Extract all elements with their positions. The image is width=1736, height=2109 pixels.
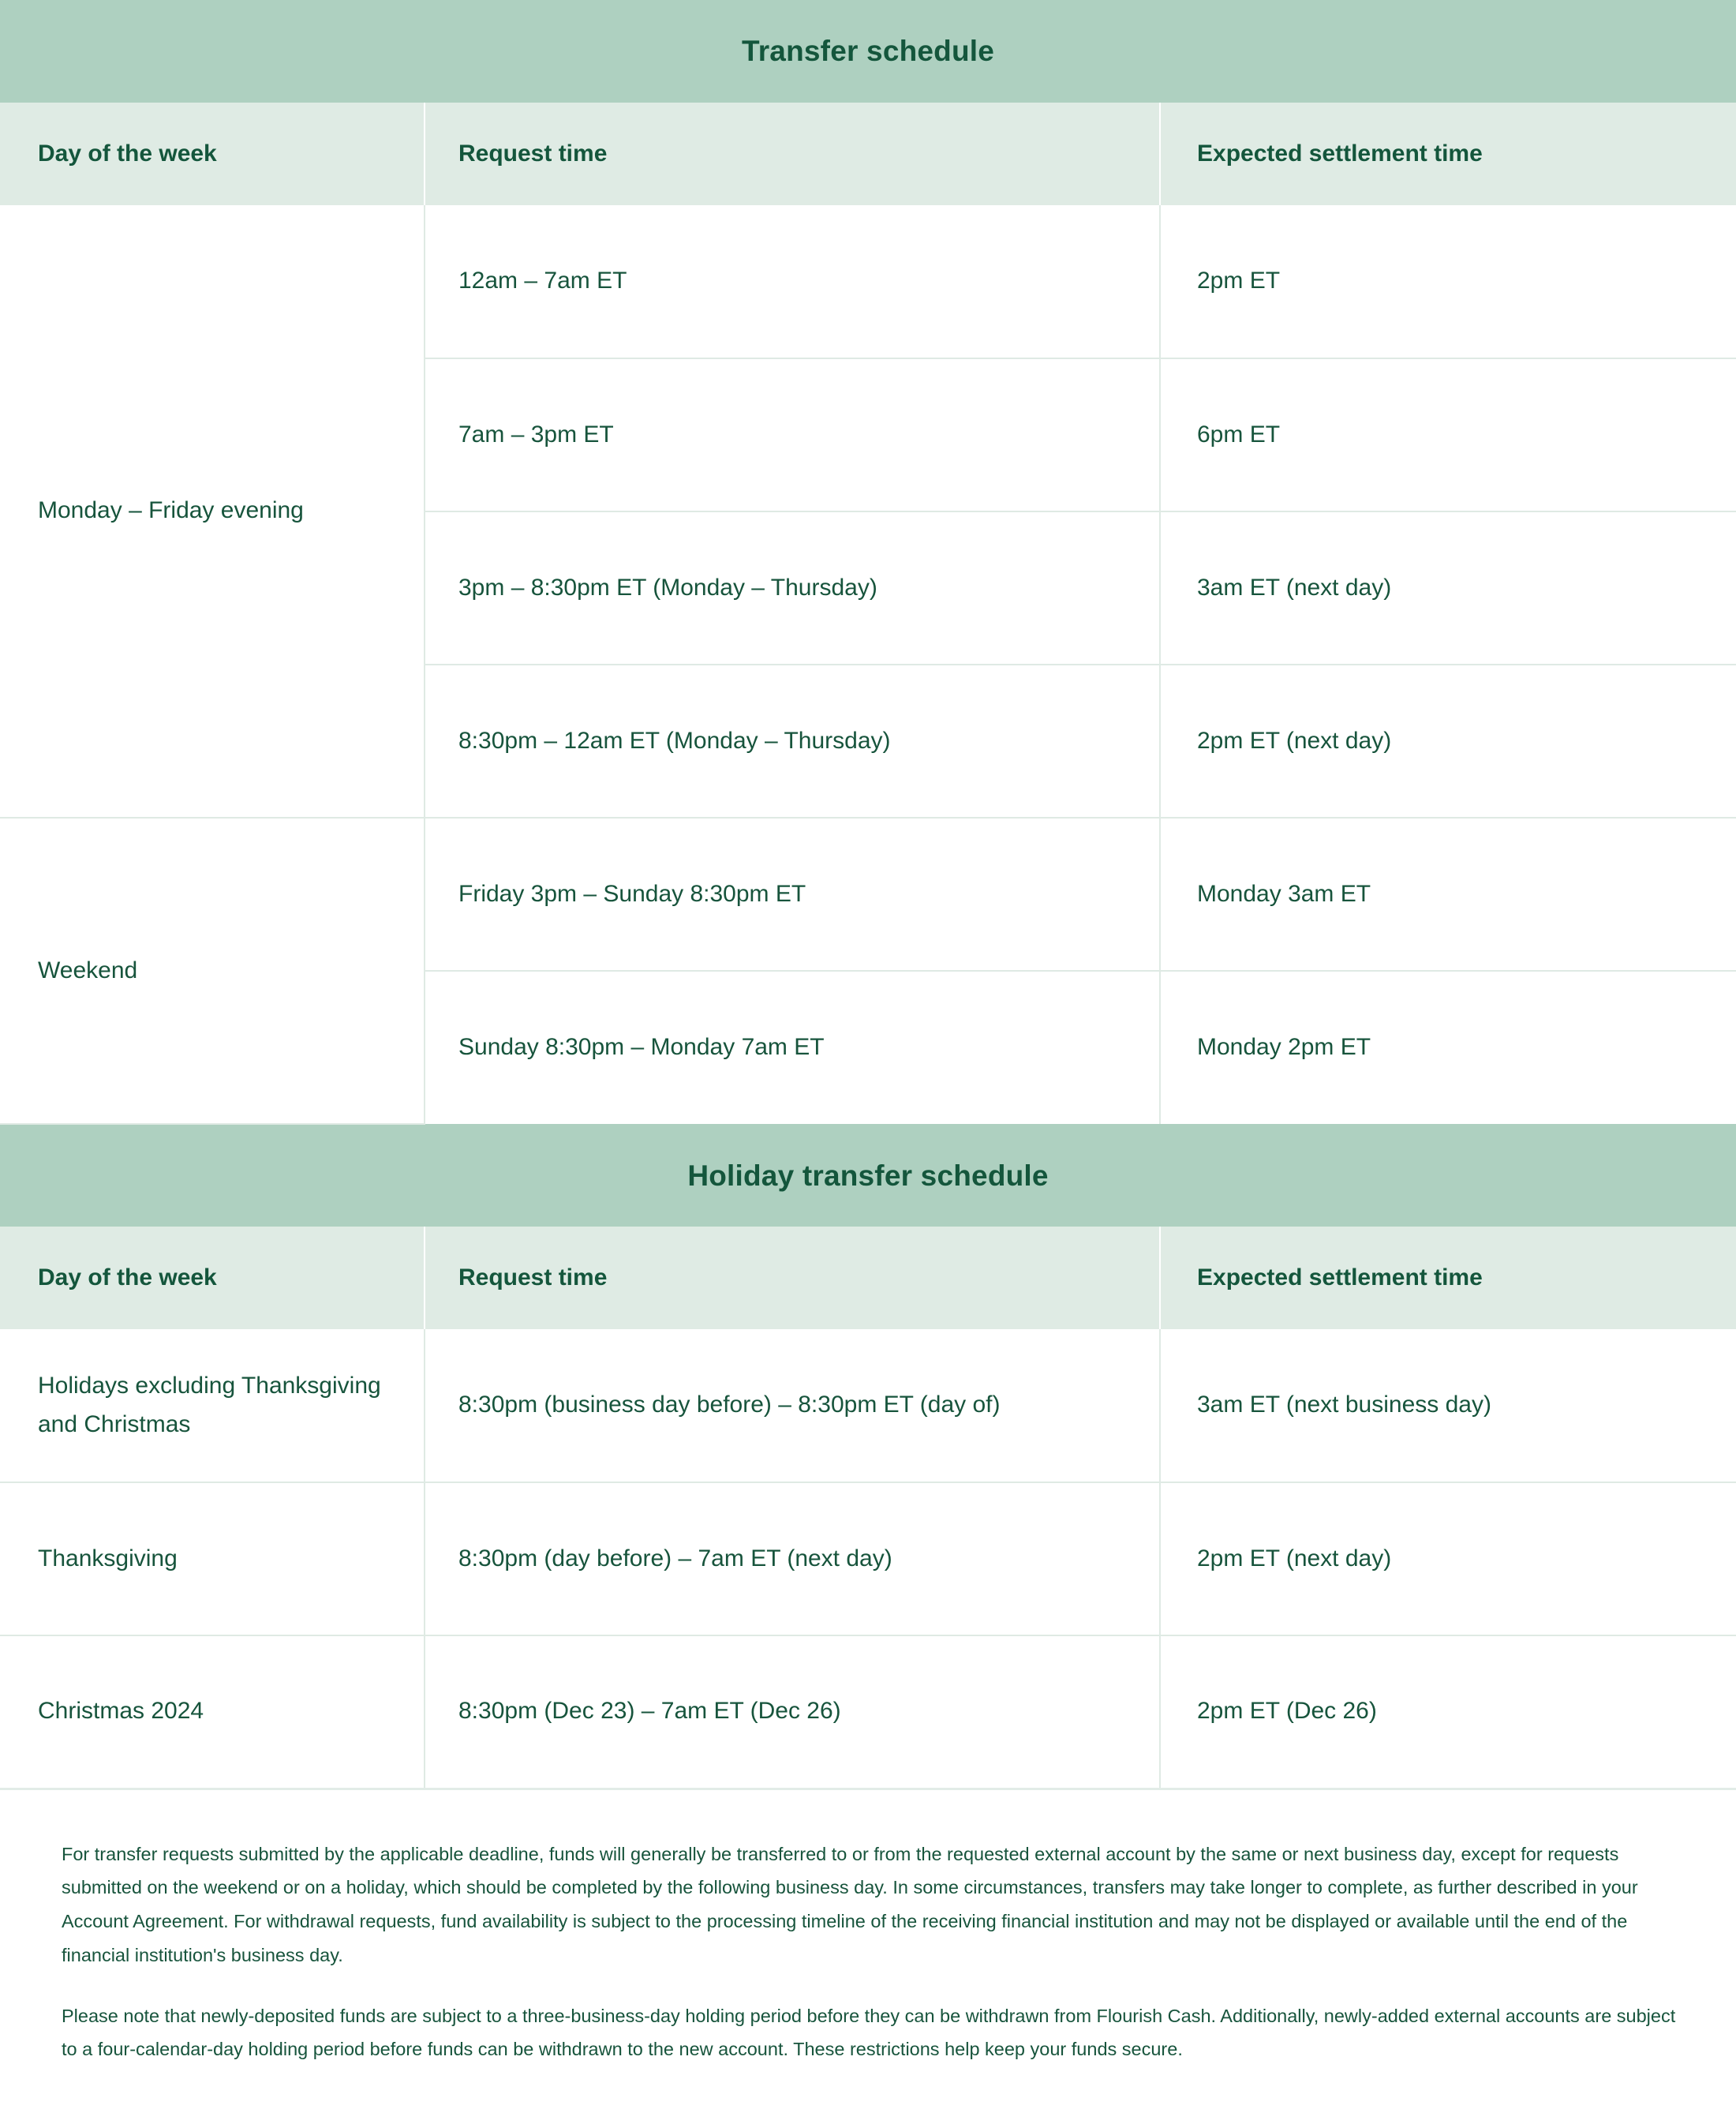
holiday-settlement-time-cell: 2pm ET (next day) bbox=[1160, 1482, 1736, 1635]
holiday-schedule-title: Holiday transfer schedule bbox=[0, 1124, 1736, 1227]
footnote-paragraph-2: Please note that newly-deposited funds are subject to a three-business-day holding period before they can be withdrawn from Flourish Cash. Additionally, newly-added external accounts are subject to a four-calendar-day holding period before funds can be withdrawn to the new account. These restrictions help keep your funds secure. bbox=[62, 2005, 1676, 2060]
footnote-paragraph-1: For transfer requests submitted by the applicable deadline, funds will generally be transferred to or from the requested external account by the same or next business day, except for requests submitted on the weekend or on a holiday, which should be completed by the following business day. In some circumstances, transfers may take longer to complete, as further described in your Account Agreement. For withdrawal requests, fund availability is subject to the processing timeline of the receiving financial institution and may not be displayed or available until the end of the financial institution's business day. bbox=[62, 1843, 1638, 1965]
holiday-day-cell: Holidays excluding Thanksgiving and Christmas bbox=[0, 1329, 425, 1482]
table-row bbox=[0, 1329, 1736, 1482]
footnotes-block bbox=[0, 1789, 1736, 2109]
day-group-weekend: Weekend bbox=[0, 818, 425, 1124]
table-row bbox=[0, 1635, 1736, 1789]
holiday-request-time-cell: 8:30pm (day before) – 7am ET (next day) bbox=[425, 1482, 1160, 1635]
holiday-day-cell: Thanksgiving bbox=[0, 1482, 425, 1635]
holiday-schedule-header-row bbox=[0, 1227, 1736, 1329]
transfer-schedule-header-row bbox=[0, 103, 1736, 205]
table-row bbox=[0, 205, 1736, 358]
holiday-day-cell: Christmas 2024 bbox=[0, 1635, 425, 1789]
holiday-column-header-expected-settlement-time: Expected settlement time bbox=[1160, 1227, 1736, 1329]
holiday-settlement-time-cell: 2pm ET (Dec 26) bbox=[1160, 1635, 1736, 1789]
settlement-time-cell: 3am ET (next day) bbox=[1160, 511, 1736, 665]
holiday-request-time-cell: 8:30pm (Dec 23) – 7am ET (Dec 26) bbox=[425, 1635, 1160, 1789]
holiday-column-header-request-time: Request time bbox=[425, 1227, 1160, 1329]
table-row bbox=[0, 1482, 1736, 1635]
column-header-expected-settlement-time: Expected settlement time bbox=[1160, 103, 1736, 205]
column-header-day-of-week: Day of the week bbox=[0, 103, 425, 205]
settlement-time-cell: 2pm ET bbox=[1160, 205, 1736, 358]
settlement-time-cell: Monday 2pm ET bbox=[1160, 971, 1736, 1124]
request-time-cell: 3pm – 8:30pm ET (Monday – Thursday) bbox=[425, 511, 1160, 665]
holiday-column-header-day-of-week: Day of the week bbox=[0, 1227, 425, 1329]
footnotes-row bbox=[0, 1789, 1736, 2109]
settlement-time-cell: 6pm ET bbox=[1160, 358, 1736, 511]
request-time-cell: 8:30pm – 12am ET (Monday – Thursday) bbox=[425, 665, 1160, 818]
holiday-settlement-time-cell: 3am ET (next business day) bbox=[1160, 1329, 1736, 1482]
request-time-cell: Sunday 8:30pm – Monday 7am ET bbox=[425, 971, 1160, 1124]
transfer-schedule-title: Transfer schedule bbox=[0, 0, 1736, 103]
transfer-schedule-title-row bbox=[0, 0, 1736, 103]
settlement-time-cell: Monday 3am ET bbox=[1160, 818, 1736, 971]
request-time-cell: 7am – 3pm ET bbox=[425, 358, 1160, 511]
column-header-request-time: Request time bbox=[425, 103, 1160, 205]
holiday-request-time-cell: 8:30pm (business day before) – 8:30pm ET (day of) bbox=[425, 1329, 1160, 1482]
settlement-time-cell: 2pm ET (next day) bbox=[1160, 665, 1736, 818]
day-group-weekday: Monday – Friday evening bbox=[0, 205, 425, 818]
table-row bbox=[0, 818, 1736, 971]
request-time-cell: 12am – 7am ET bbox=[425, 205, 1160, 358]
holiday-schedule-title-row bbox=[0, 1124, 1736, 1227]
request-time-cell: Friday 3pm – Sunday 8:30pm ET bbox=[425, 818, 1160, 971]
